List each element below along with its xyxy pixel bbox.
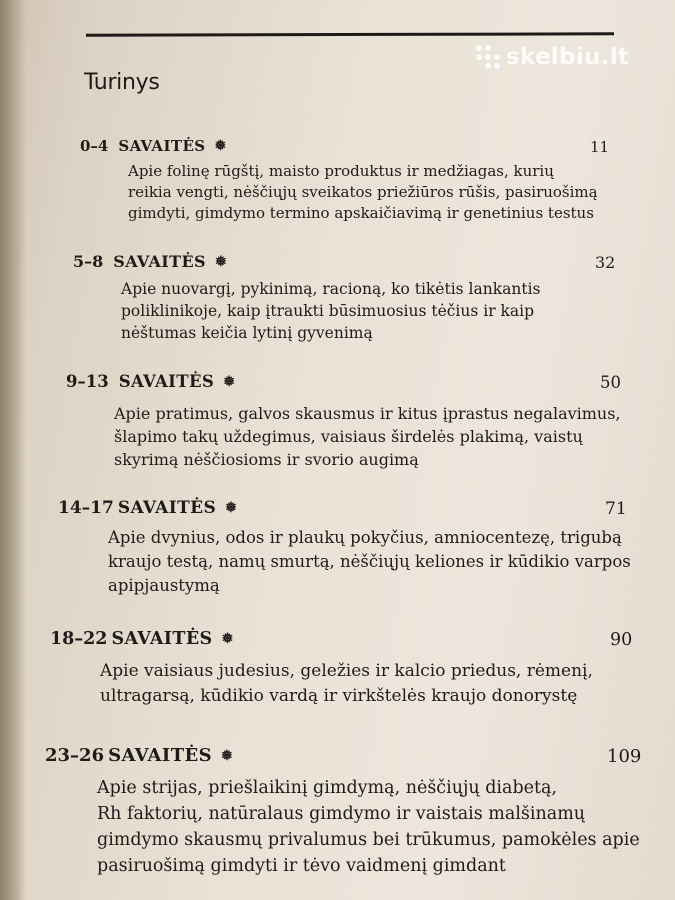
- entry-description: [114, 402, 621, 471]
- week-range: 23–26: [45, 745, 105, 766]
- dots-logo-icon: [476, 45, 500, 69]
- entry-description: [128, 161, 598, 224]
- page-number: 11: [590, 138, 610, 156]
- week-range: 5–8: [73, 252, 104, 271]
- description-line: Apie dvynius, odos ir plaukų pokyčius, amniocentezę, trigubą: [108, 528, 622, 547]
- description-line: nėštumas keičia lytinį gyvenimą: [121, 324, 373, 342]
- weeks-label: SAVAITĖS: [108, 745, 213, 766]
- page-number: 50: [600, 373, 621, 392]
- description-line: apipjaustymą: [108, 576, 220, 595]
- description-line: ultragarsą, kūdikio vardą ir virkštelės kraujo donorystę: [100, 686, 578, 706]
- entry-description: [121, 278, 540, 344]
- weeks-label: SAVAITĖS: [118, 137, 206, 155]
- week-range: 18–22: [50, 629, 108, 649]
- description-line: poliklinikoje, kaip įtraukti būsimuosius tėčius ir kaip: [121, 302, 535, 320]
- weeks-label: SAVAITĖS: [113, 252, 206, 271]
- description-line: skyrimą nėščiosioms ir svorio augimą: [114, 450, 419, 469]
- description-line: Apie nuovargį, pykinimą, racioną, ko tikėtis lankantis: [121, 280, 541, 298]
- snowflake-ornament-icon: ❅: [225, 500, 237, 516]
- entry-description: [100, 659, 593, 709]
- description-line: Apie vaisiaus judesius, geležies ir kalcio priedus, rėmenį,: [100, 661, 593, 681]
- entry-heading: [45, 745, 233, 766]
- snowflake-ornament-icon: ❅: [223, 374, 235, 390]
- page-number: 71: [605, 499, 627, 519]
- description-line: kraujo testą, namų smurtą, nėščiųjų keliones ir kūdikio varpos: [108, 552, 631, 571]
- snowflake-ornament-icon: ❅: [221, 631, 234, 647]
- snowflake-ornament-icon: ❅: [214, 138, 227, 154]
- entry-description: [108, 526, 631, 598]
- watermark: [476, 44, 629, 70]
- week-range: 0–4: [80, 137, 109, 155]
- description-line: šlapimo takų uždegimus, vaisiaus širdelės plakimą, vaistų: [114, 427, 583, 446]
- week-range: 14–17: [58, 498, 114, 518]
- entry-heading: [58, 498, 237, 518]
- description-line: Rh faktorių, natūralaus gimdymo ir vaistais malšinamų: [97, 804, 586, 824]
- snowflake-ornament-icon: ❅: [221, 748, 233, 764]
- description-line: Apie folinę rūgštį, maisto produktus ir medžiagas, kurių: [128, 162, 554, 180]
- weeks-label: SAVAITĖS: [118, 372, 215, 391]
- description-line: Apie strijas, priešlaikinį gimdymą, nėščiųjų diabetą,: [97, 778, 558, 798]
- page-title: Turinys: [84, 70, 160, 95]
- entry-description: [97, 775, 640, 879]
- snowflake-ornament-icon: ❅: [215, 254, 227, 270]
- entry-heading: [50, 629, 233, 649]
- description-line: gimdyti, gimdymo termino apskaičiavimą ir genetinius testus: [128, 204, 594, 222]
- page-number: 32: [595, 253, 616, 272]
- description-line: Apie pratimus, galvos skausmus ir kitus įprastus negalavimus,: [114, 404, 621, 423]
- entry-heading: [66, 372, 235, 391]
- description-line: reikia vengti, nėščiųjų sveikatos priežiūros rūšis, pasiruošimą: [128, 183, 598, 201]
- description-line: gimdymo skausmų privalumus bei trūkumus, pamokėles apie: [97, 830, 640, 850]
- watermark-text: skelbiu.lt: [506, 44, 630, 70]
- entry-heading: [73, 252, 227, 271]
- weeks-label: SAVAITĖS: [111, 629, 213, 649]
- description-line: pasiruošimą gimdyti ir tėvo vaidmenį gimdant: [97, 856, 506, 876]
- weeks-label: SAVAITĖS: [117, 498, 217, 518]
- week-range: 9–13: [66, 372, 109, 391]
- entry-heading: [80, 137, 226, 155]
- page-number: 90: [610, 630, 633, 650]
- page-number: 109: [607, 746, 642, 767]
- page-gutter-shadow: [0, 0, 26, 900]
- top-rule: [86, 32, 614, 36]
